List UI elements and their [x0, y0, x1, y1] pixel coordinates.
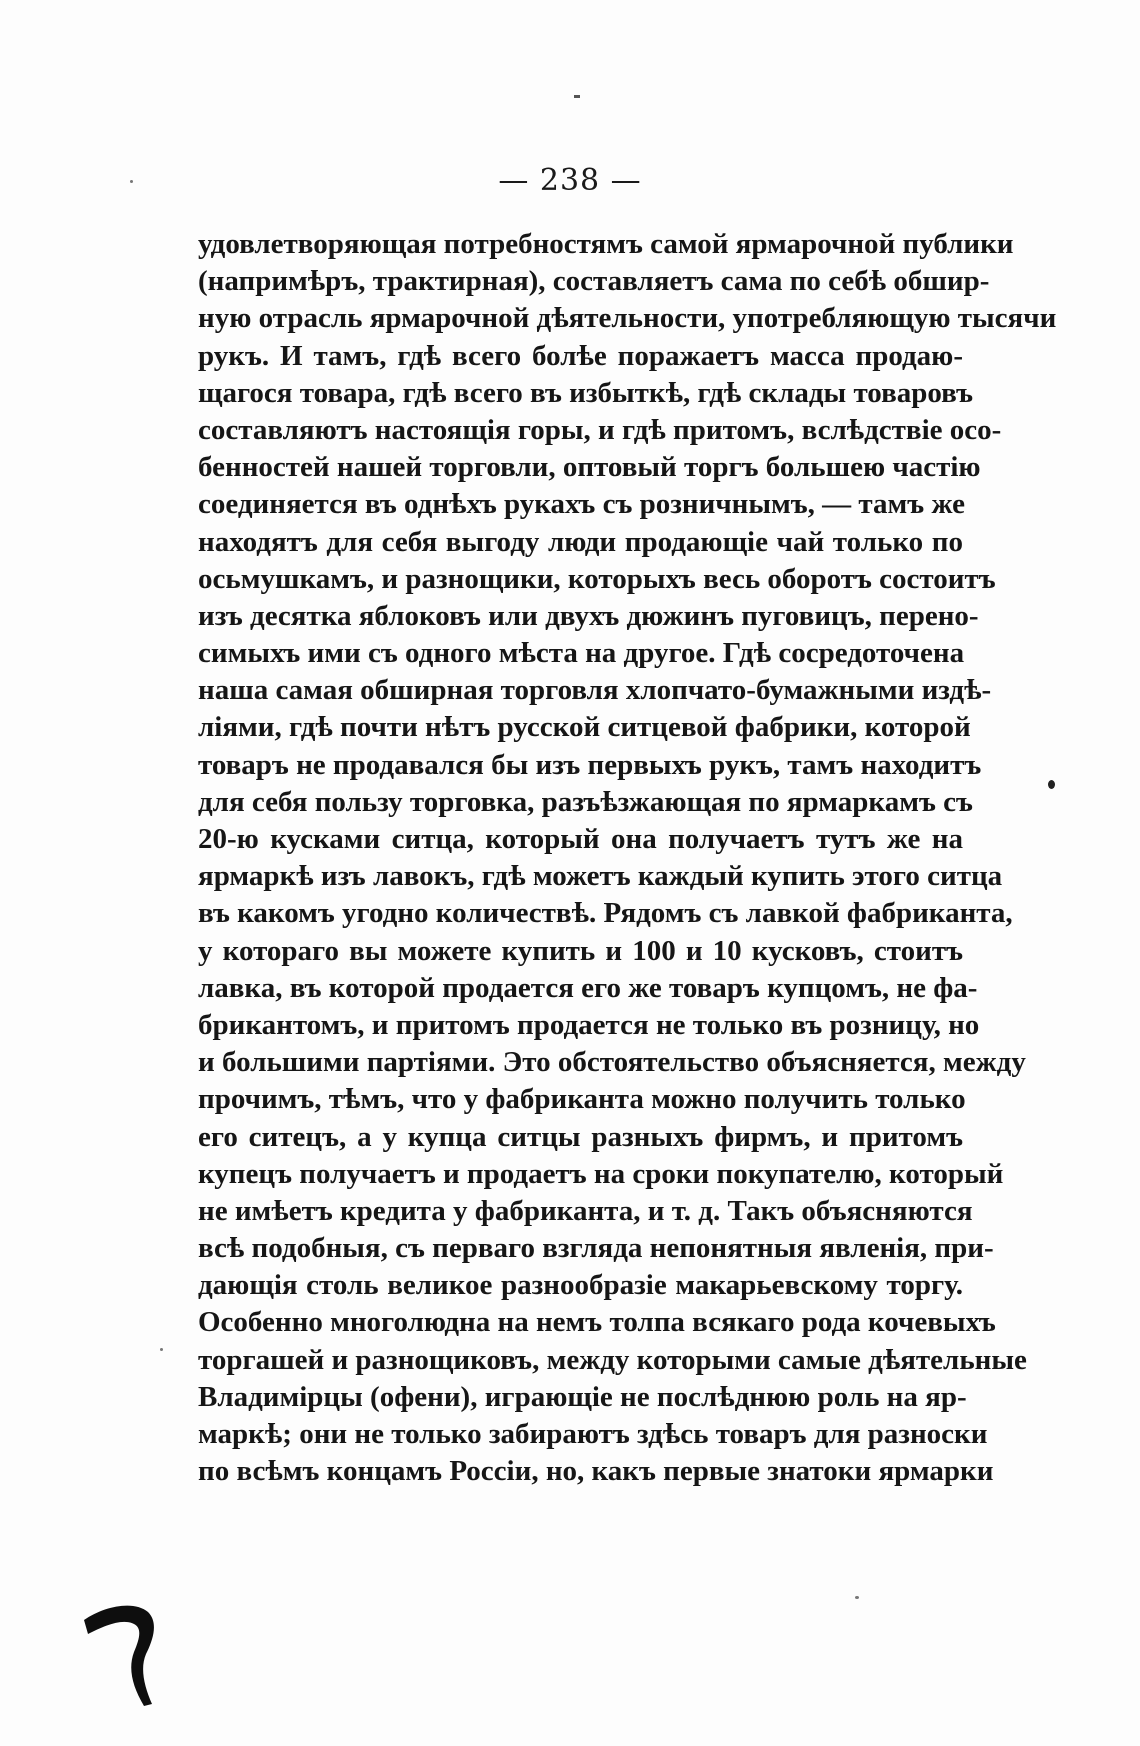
text-line: бенностей нашей торговли, оптовый торгъ большею частію	[198, 451, 981, 484]
text-line: 20-ю кусками ситца, который она получаетъ тутъ же на	[198, 823, 963, 855]
text-line: по всѣмъ концамъ Россіи, но, какъ первые знатоки ярмарки	[198, 1455, 994, 1488]
text-line: дающія столь великое разнообразіе макарьевскому торгу.	[198, 1269, 963, 1302]
text-line: его ситецъ, а у купца ситцы разныхъ фирмъ, и притомъ	[198, 1120, 963, 1153]
text-line: Владимірцы (офени), играющіе не послѣднюю роль на яр-	[198, 1380, 967, 1413]
text-line: ярмаркѣ изъ лавокъ, гдѣ можетъ каждый купить этого ситца	[198, 860, 1003, 893]
page-number: — 238 —	[498, 163, 642, 198]
text-line: ную отрасль ярмарочной дѣятельности, употребляющую тысячи	[198, 302, 1057, 335]
text-line: щагося товара, гдѣ всего въ избыткѣ, гдѣ склады товаровъ	[198, 376, 973, 409]
text-line: и большими партіями. Это обстоятельство объясняется, между	[198, 1046, 1026, 1079]
text-line: маркѣ; они не только забираютъ здѣсь товаръ для разноски	[198, 1418, 988, 1450]
text-line: у котораго вы можете купить и 100 и 10 кусковъ, стоитъ	[198, 934, 963, 967]
print-speck	[130, 180, 133, 183]
text-line: составляютъ настоящія горы, и гдѣ притомъ, вслѣдствіе осо-	[198, 413, 1002, 446]
text-line: лавка, въ которой продается его же товаръ купцомъ, не фа-	[198, 971, 978, 1004]
text-line: товаръ не продавался бы изъ первыхъ рукъ, тамъ находитъ	[198, 748, 982, 781]
print-speck	[855, 1596, 859, 1599]
margin-dot	[1048, 780, 1055, 789]
text-line: симыхъ ими съ одного мѣста на другое. Гдѣ сосредоточена	[198, 637, 965, 670]
text-line: находятъ для себя выгоду люди продающіе чай только по	[198, 525, 963, 558]
text-line: купецъ получаетъ и продаетъ на сроки покупателю, который	[198, 1157, 1004, 1190]
text-line: осьмушкамъ, и разнощики, которыхъ весь оборотъ состоитъ	[198, 562, 996, 595]
text-line: Особенно многолюдна на немъ толпа всякаго рода кочевыхъ	[198, 1306, 996, 1339]
text-line: торгашей и разнощиковъ, между которыми самые дѣятельные	[198, 1343, 1027, 1376]
binding-mark	[82, 1598, 162, 1708]
text-line: наша самая обширная торговля хлопчато-бумажными издѣ-	[198, 674, 992, 707]
print-speck	[574, 95, 580, 98]
print-speck	[160, 1348, 163, 1351]
text-line: рукъ. И тамъ, гдѣ всего болѣе поражаетъ масса продаю-	[198, 339, 963, 372]
text-line: не имѣетъ кредита у фабриканта, и т. д. Такъ объясняются	[198, 1194, 973, 1227]
text-line: для себя пользу торговка, разъѣзжающая по ярмаркамъ съ	[198, 785, 973, 818]
body-text	[198, 226, 1057, 1490]
text-line: ліями, гдѣ почти нѣтъ русской ситцевой фабрики, которой	[198, 711, 971, 744]
text-line: брикантомъ, и притомъ продается не только въ розницу, но	[198, 1008, 980, 1041]
text-line: всѣ подобныя, съ перваго взгляда непонятныя явленія, при-	[198, 1232, 994, 1265]
text-line: изъ десятка яблоковъ или двухъ дюжинъ пуговицъ, перено-	[198, 599, 979, 632]
text-line: (напримѣръ, трактирная), составляетъ сама по себѣ обшир-	[198, 265, 990, 298]
text-line: прочимъ, тѣмъ, что у фабриканта можно получить только	[198, 1083, 966, 1116]
text-line: соединяется въ однѣхъ рукахъ съ розничнымъ, — тамъ же	[198, 488, 965, 521]
text-line: въ какомъ угодно количествѣ. Рядомъ съ лавкой фабриканта,	[198, 897, 1013, 930]
text-line: удовлетворяющая потребностямъ самой ярмарочной публики	[198, 228, 1014, 260]
